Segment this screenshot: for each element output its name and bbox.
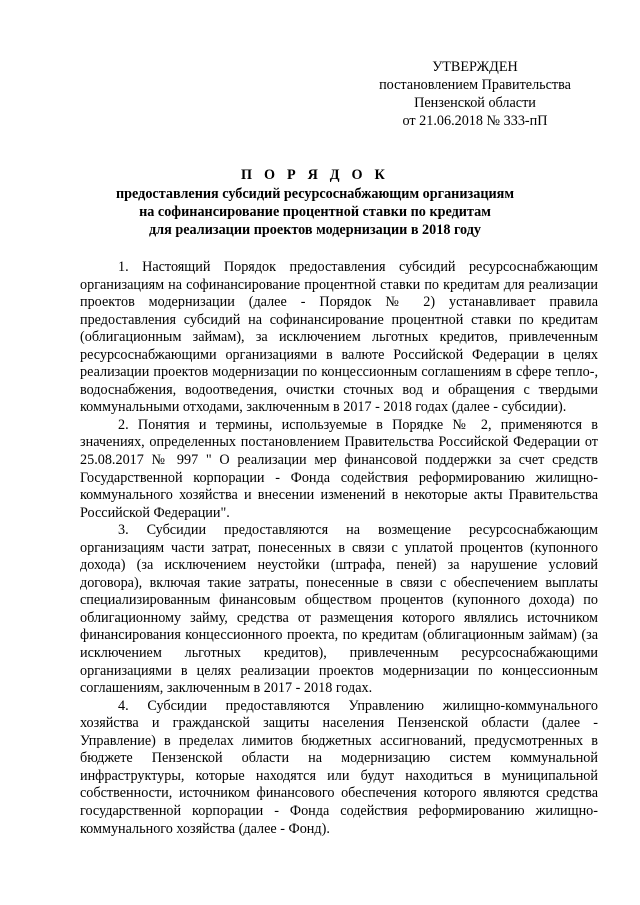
approval-region: Пензенской области <box>414 95 536 111</box>
paragraph-4: 4. Субсидии предоставляются Управлению жилищно-коммунального хозяйства и гражданской защиты населения Пензенской области (далее - Управление) в пределах лимитов бюджетных ассигнований, предусмотренных в бюджете Пензенской области на модернизацию систем коммунальной инфраструктуры, которые находятся или будут находиться в муниципальной собственности, источником финансового обеспечения которого являются средства государственной корпорации - Фонда содействия реформированию жилищно-коммунального хозяйства (далее - Фонд). <box>80 697 598 837</box>
document-body <box>80 259 598 838</box>
approval-heading: УТВЕРЖДЕН <box>432 59 518 75</box>
title-subline-1: предоставления субсидий ресурсоснабжающим организациям <box>115 186 515 202</box>
title-subline-2: на софинансирование процентной ставки по кредитам <box>139 204 491 220</box>
paragraph-1: 1. Настоящий Порядок предоставления субсидий ресурсоснабжающим организациям на софинансирование процентной ставки по кредитам для реализации проектов модернизации (далее - Порядок № 2) устанавливает правила предоставления субсидий на софинансирование процентной ставки по кредитам (облигационным займам), за исключением льготных кредитов, привлеченным ресурсоснабжающими организациями в валюте Российской Федерации в целях реализации проектов модернизации по концессионным соглашениям в сфере тепло-, водоснабжения, водоотведения, очистки сточных вод и обращения с твердыми коммунальными отходами, заключенным в 2017 - 2018 годах (далее - субсидии). <box>80 259 598 416</box>
title-subline-3: для реализации проектов модернизации в 2018 году <box>148 222 482 238</box>
approval-authority: постановлением Правительства <box>379 77 571 93</box>
title-heading: П О Р Я Д О К <box>241 167 389 183</box>
paragraph-2: 2. Понятия и термины, используемые в Порядке № 2, применяются в значениях, определенных постановлением Правительства Российской Федерации от 25.08.2017 № 997 " О реализации мер финансовой поддержки за счет средств Государственной корпорации - Фонда содействия реформированию жилищно-коммунального хозяйства и внесении изменений в некоторые акты Правительства Российской Федерации". <box>80 416 598 521</box>
approval-stamp <box>370 58 580 130</box>
approval-date-number: от 21.06.2018 № 333-пП <box>402 113 548 129</box>
document-title <box>80 166 550 239</box>
paragraph-3: 3. Субсидии предоставляются на возмещение ресурсоснабжающим организациям части затрат, понесенных в связи с уплатой процентов (купонного дохода) (за исключением неустойки (штрафа, пеней) за нарушение условий договора), включая такие затраты, понесенные в связи с обеспечением выплаты специализированным финансовым обществом процентов (купонного дохода) по облигационному займу, средства от размещения которого являлись источником финансирования концессионного проекта, по кредитам (облигационным займам) (за исключением льготных кредитов), привлеченным ресурсоснабжающими организациями в целях реализации проектов модернизации по концессионным соглашениям, заключенным в 2017 - 2018 годах. <box>80 522 598 697</box>
